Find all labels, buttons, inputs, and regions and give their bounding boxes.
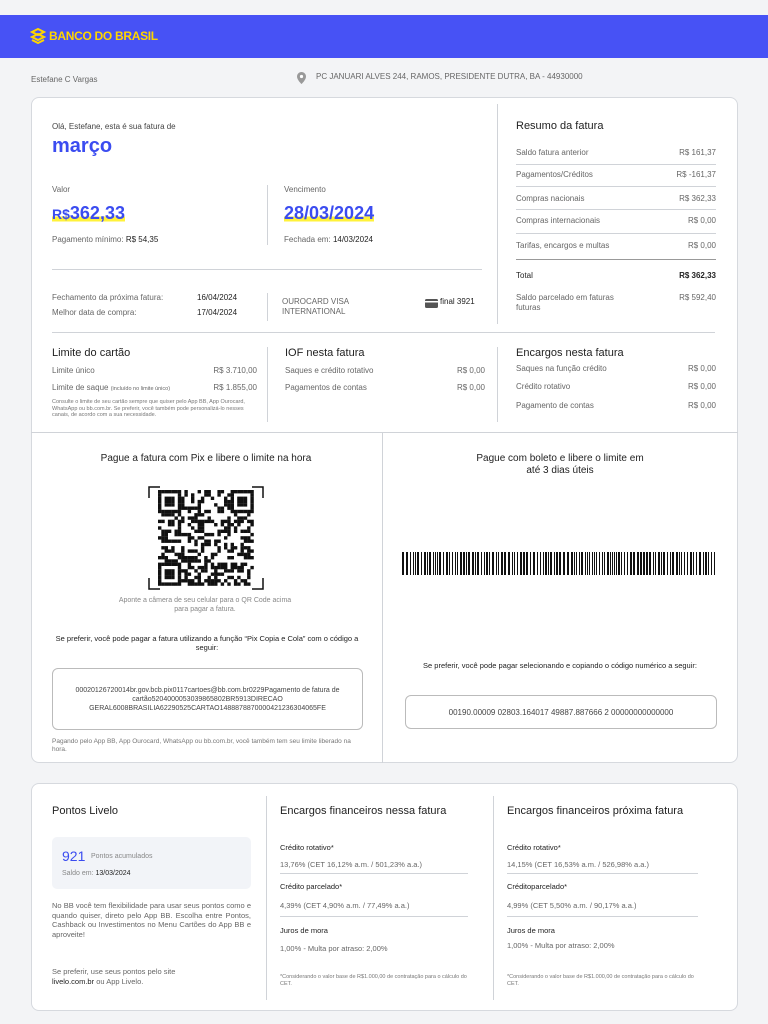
divider bbox=[382, 432, 383, 763]
min-payment bbox=[52, 235, 158, 244]
brand-name: BANCO DO BRASIL bbox=[49, 29, 158, 43]
ep-note: *Considerando o valor base de R$1.000,00 de contratação para o cálculo do CET. bbox=[507, 974, 694, 987]
summary-parcelado: Saldo parcelado em faturas futuras R$ 592,40 bbox=[516, 293, 716, 312]
summary-total: Total R$ 362,33 bbox=[516, 271, 716, 280]
pix-code-box[interactable]: 00020126720014br.gov.bcb.pix0117cartoes@bb.com.br0229Pagamento de fatura de cartão5204000053039865802BR5913DIRECAO GERAL6008BRASILIA62290525CARTAO1488878870000421236304065FE bbox=[52, 668, 363, 730]
qr-code[interactable] bbox=[148, 486, 264, 590]
encargos-title: Encargos nesta fatura bbox=[516, 347, 624, 359]
ep-juros-value: 1,00% - Multa por atraso: 2,00% bbox=[507, 941, 615, 950]
close-date-value: 14/03/2024 bbox=[332, 235, 373, 244]
value-label: Valor bbox=[52, 185, 71, 194]
card-final: final 3921 bbox=[440, 297, 475, 306]
customer-address: PC JANUARI ALVES 244, RAMOS, PRESIDENTE DUTRA, BA - 44930000 bbox=[316, 72, 583, 81]
pix-instruction: Se preferir, você pode pagar a fatura utilizando a função “Pix Copia e Cola” com o código a seguir: bbox=[55, 634, 359, 652]
best-buy-label: Melhor data de compra: bbox=[52, 308, 137, 317]
boleto-instruction: Se preferir, você pode pagar selecionando e copiando o código numérico a seguir: bbox=[423, 661, 697, 670]
ep-rotativo-label: Crédito rotativo* bbox=[507, 843, 561, 852]
limit-withdraw: Limite de saque (incluído no limite único) R$ 1.855,00 bbox=[52, 383, 257, 392]
divider bbox=[507, 873, 698, 874]
limit-unique: Limite único R$ 3.710,00 bbox=[52, 366, 257, 375]
qr-hint: Aponte a câmera de seu celular para o QR Code acima para pagar a fatura. bbox=[118, 597, 292, 613]
encargos-row: Pagamento de contas R$ 0,00 bbox=[516, 401, 716, 410]
livelo-link[interactable]: livelo.com.br bbox=[52, 976, 95, 986]
location-pin-icon bbox=[297, 71, 306, 89]
divider bbox=[52, 332, 715, 333]
divider bbox=[267, 293, 268, 321]
due-date: 28/03/2024 bbox=[284, 203, 375, 223]
divider bbox=[267, 185, 268, 245]
qr-code-icon bbox=[148, 486, 264, 590]
divider bbox=[31, 432, 738, 433]
divider bbox=[507, 916, 698, 917]
iof-title: IOF nesta fatura bbox=[285, 347, 365, 359]
limit-title: Limite do cartão bbox=[52, 347, 131, 359]
divider bbox=[280, 873, 468, 874]
livelo-text: No BB você tem flexibilidade para usar seus pontos como e quando quiser, direto pelo App BB. Escolha entre Pontos, Cashback ou Investimentos no Menu Cartões do App BB e aproveite! bbox=[52, 901, 251, 939]
best-buy-date: 17/04/2024 bbox=[197, 308, 238, 317]
ef-parcelado-label: Crédito parcelado* bbox=[280, 882, 343, 891]
divider bbox=[52, 269, 482, 270]
livelo-title: Pontos Livelo bbox=[52, 805, 119, 817]
close-date bbox=[284, 235, 373, 244]
divider bbox=[516, 164, 716, 165]
limit-note: Consulte o limite de seu cartão sempre que quiser pelo App BB, App Ourocard, WhatsApp ou bb.com.br. Se preferir, você também pode personalizá-lo nesses canais, de acordo com a sua necessidade. bbox=[52, 399, 245, 418]
boleto-title: Pague com boleto e libere o limite em até 3 dias úteis bbox=[476, 453, 644, 476]
ep-juros-label: Juros de mora bbox=[507, 926, 555, 935]
livelo-balance: Saldo em: 13/03/2024 bbox=[62, 870, 131, 877]
divider bbox=[516, 233, 716, 234]
invoice-month: março bbox=[52, 135, 113, 157]
ef-juros-label: Juros de mora bbox=[280, 926, 328, 935]
summary-row: Tarifas, encargos e multas R$ 0,00 bbox=[516, 241, 716, 250]
summary-row: Saldo fatura anterior R$ 161,37 bbox=[516, 148, 716, 157]
iof-row: Saques e crédito rotativo R$ 0,00 bbox=[285, 366, 485, 375]
ef-juros-value: 1,00% - Multa por atraso: 2,00% bbox=[280, 944, 388, 953]
divider bbox=[497, 347, 498, 422]
summary-row: Compras nacionais R$ 362,33 bbox=[516, 194, 716, 203]
pix-title: Pague a fatura com Pix e libere o limite na hora bbox=[100, 453, 312, 464]
min-payment-value: R$ 54,35 bbox=[125, 235, 159, 244]
livelo-points-label: Pontos acumulados bbox=[91, 853, 153, 860]
divider bbox=[516, 259, 716, 260]
invoice-value bbox=[52, 203, 125, 224]
value-amount: 362,33 bbox=[69, 203, 125, 223]
ef-rotativo-label: Crédito rotativo* bbox=[280, 843, 334, 852]
next-close-date: 16/04/2024 bbox=[197, 293, 238, 302]
bb-logo-icon bbox=[30, 28, 46, 44]
ep-rotativo-value: 14,15% (CET 16,53% a.m. / 526,98% a.a.) bbox=[507, 860, 650, 869]
iof-row: Pagamentos de contas R$ 0,00 bbox=[285, 383, 485, 392]
livelo-points: 921 bbox=[62, 848, 86, 864]
divider bbox=[493, 796, 494, 1000]
divider bbox=[516, 186, 716, 187]
summary-row: Pagamentos/Créditos R$ -161,37 bbox=[516, 170, 716, 179]
credit-card-icon bbox=[425, 295, 438, 313]
currency: R$ bbox=[52, 206, 70, 222]
top-bar bbox=[0, 15, 768, 58]
barcode-icon bbox=[402, 552, 718, 575]
livelo-footer: Se preferir, use seus pontos pelo site livelo.com.br ou App Livelo. bbox=[52, 967, 176, 986]
due-label: Vencimento bbox=[284, 185, 326, 194]
divider bbox=[516, 209, 716, 210]
divider bbox=[267, 347, 268, 422]
livelo-points-box bbox=[52, 837, 251, 889]
divider bbox=[280, 916, 468, 917]
customer-name: Estefane C Vargas bbox=[31, 75, 98, 84]
summary-title: Resumo da fatura bbox=[516, 120, 604, 132]
ep-parcelado-label: Créditoparcelado* bbox=[507, 882, 568, 891]
ep-title: Encargos financeiros próxima fatura bbox=[507, 805, 684, 817]
encargos-row: Crédito rotativo R$ 0,00 bbox=[516, 382, 716, 391]
divider bbox=[497, 104, 498, 324]
card-name: OUROCARD VISA INTERNATIONAL bbox=[282, 297, 349, 316]
bank-logo bbox=[30, 28, 158, 44]
summary-row: Compras internacionais R$ 0,00 bbox=[516, 216, 716, 225]
boleto-code-box[interactable]: 00190.00009 02803.164017 49887.887666 2 00000000000000 bbox=[405, 695, 717, 729]
ef-title: Encargos financeiros nessa fatura bbox=[280, 805, 447, 817]
ef-rotativo-value: 13,76% (CET 16,12% a.m. / 501,23% a.a.) bbox=[280, 860, 423, 869]
close-label: Fechada em: bbox=[284, 235, 331, 244]
greeting: Olá, Estefane, esta é sua fatura de bbox=[52, 122, 176, 131]
min-payment-label: Pagamento mínimo: bbox=[52, 235, 124, 244]
divider bbox=[266, 796, 267, 1000]
ef-parcelado-value: 4,39% (CET 4,90% a.m. / 77,49% a.a.) bbox=[280, 901, 410, 910]
pix-footer: Pagando pelo App BB, App Ourocard, WhatsApp ou bb.com.br, você também tem seu limite liberado na hora. bbox=[52, 738, 351, 753]
ep-parcelado-value: 4,99% (CET 5,50% a.m. / 90,17% a.a.) bbox=[507, 901, 637, 910]
next-close-label: Fechamento da próxima fatura: bbox=[52, 293, 164, 302]
encargos-row: Saques na função crédito R$ 0,00 bbox=[516, 364, 716, 373]
barcode[interactable] bbox=[402, 552, 718, 575]
ef-note: *Considerando o valor base de R$1.000,00 de contratação para o cálculo do CET. bbox=[280, 974, 467, 987]
